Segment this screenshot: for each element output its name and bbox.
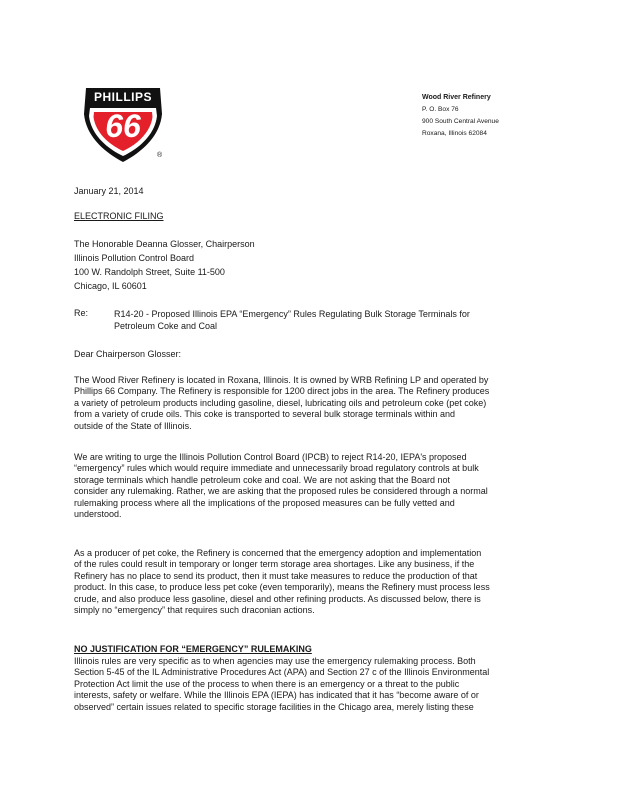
paragraph-line: Section 5-45 of the IL Administrative Procedures Act (APA) and Section 27 c of the Illinois Environmental bbox=[74, 667, 490, 678]
paragraph-line: simply no “emergency” that requires such draconian actions. bbox=[74, 605, 315, 616]
re-label: Re: bbox=[74, 308, 89, 318]
logo-number: 66 bbox=[105, 108, 141, 144]
paragraph-line: The Wood River Refinery is located in Roxana, Illinois. It is owned by WRB Refining LP and operated by bbox=[74, 375, 489, 385]
section-paragraph bbox=[74, 656, 489, 713]
paragraph-line: from a variety of crude oils. This coke is transported to several bulk storage terminals within and bbox=[74, 409, 456, 420]
re-subject-line: R14-20 - Proposed Illinois EPA “Emergency” Rules Regulating Bulk Storage Terminals for bbox=[114, 309, 470, 319]
paragraph-line: of the rules could result in temporary or longer term storage area shortages. Like any business, if the bbox=[74, 559, 475, 570]
address-line: Roxana, Illinois 62084 bbox=[422, 130, 487, 137]
paragraph-line: a variety of petroleum products including gasoline, diesel, lubricating oils and petroleum coke (pet coke) bbox=[74, 397, 487, 408]
recipient-line: 100 W. Randolph Street, Suite 11-500 bbox=[74, 267, 225, 277]
letter-date: January 21, 2014 bbox=[74, 186, 144, 196]
paragraph-line: Illinois rules are very specific as to when agencies may use the emergency rulemaking process. Both bbox=[74, 656, 476, 666]
paragraph-line: crude, and also produce less gasoline, diesel and other refining products. As discussed below, there is bbox=[74, 593, 481, 604]
company-name: Wood River Refinery bbox=[422, 94, 491, 101]
paragraph-3 bbox=[74, 548, 490, 616]
paragraph-line: consider any rulemaking. Rather, we are asking that the proposed rules be considered through a normal bbox=[74, 486, 488, 497]
paragraph-line: rulemaking process where all the implications of the proposed measures can be fully vetted and bbox=[74, 497, 455, 508]
paragraph-line: “emergency” rules which would require immediate and unnecessarily broad regulatory controls at bulk bbox=[74, 463, 479, 474]
paragraph-line: outside of the State of Illinois. bbox=[74, 420, 192, 431]
paragraph-line: product. In this case, to produce less pet coke (even temporarily), means the Refinery must process less bbox=[74, 582, 490, 593]
section-heading: NO JUSTIFICATION FOR “EMERGENCY” RULEMAKING bbox=[74, 644, 312, 654]
phillips-66-logo bbox=[80, 84, 166, 164]
paragraph-line: storage terminals which handle petroleum coke and coal. We are not asking that the Board not bbox=[74, 474, 451, 485]
recipient-line: The Honorable Deanna Glosser, Chairperson bbox=[74, 239, 255, 249]
address-line: P. O. Box 76 bbox=[422, 106, 459, 113]
recipient-line: Illinois Pollution Control Board bbox=[74, 253, 195, 263]
paragraph-line: Protection Act limit the use of the process to when there is an emergency or a threat to the public bbox=[74, 678, 460, 689]
paragraph-line: As a producer of pet coke, the Refinery is concerned that the emergency adoption and implementation bbox=[74, 548, 482, 558]
return-address bbox=[422, 92, 499, 140]
salutation: Dear Chairperson Glosser: bbox=[74, 349, 182, 359]
paragraph-line: Phillips 66 Company. The Refinery is responsible for 1200 direct jobs in the area. The Refinery produces bbox=[74, 386, 490, 397]
logo-wordmark: PHILLIPS bbox=[93, 90, 152, 104]
recipient-line: Chicago, IL 60601 bbox=[74, 281, 147, 291]
registered-mark: ® bbox=[157, 152, 163, 159]
address-line: 900 South Central Avenue bbox=[422, 118, 499, 125]
paragraph-1 bbox=[74, 375, 489, 432]
re-subject bbox=[114, 308, 470, 332]
paragraph-line: understood. bbox=[74, 509, 122, 520]
paragraph-line: interests, safety or welfare. While the Illinois EPA (IEPA) has indicated that it has “become aware of or bbox=[74, 690, 479, 701]
paragraph-line: Refinery has no place to send its product, then it must take measures to reduce the production of that bbox=[74, 570, 478, 581]
paragraph-line: We are writing to urge the Illinois Pollution Control Board (IPCB) to reject R14-20, IEPA's proposed bbox=[74, 452, 467, 462]
filing-type: ELECTRONIC FILING bbox=[74, 211, 164, 221]
re-subject-line: Petroleum Coke and Coal bbox=[114, 321, 218, 331]
paragraph-line: observed” certain issues related to specific storage facilities in the Chicago area, merely listing these bbox=[74, 701, 474, 712]
paragraph-2 bbox=[74, 452, 488, 520]
